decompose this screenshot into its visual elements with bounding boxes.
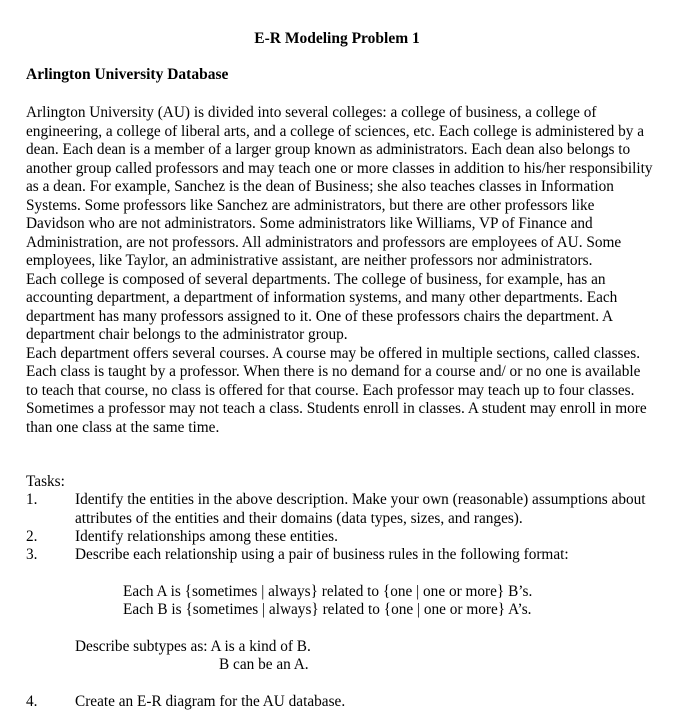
task-item [26,546,656,565]
business-rule-a: Each A is {sometimes | always} related to {one | one or more} B’s. [123,583,533,600]
page-title: E-R Modeling Problem 1 [254,30,420,47]
task-text: Describe each relationship using a pair of business rules in the following format: [75,546,569,563]
subtype-line-2: B can be an A. [219,656,309,673]
tasks-label: Tasks: [26,473,65,490]
task-number: 4. [26,693,38,710]
section-heading: Arlington University Database [26,66,229,83]
paragraph-colleges: Arlington University (AU) is divided into several colleges: a college of business, a college of engineering, a college of liberal arts, and a college of sciences, etc. Each college is administered by a dean. Each dean is a member of a larger group known as administrators. Each dean also belongs to another group called professors and may teach one or more classes in addition to his/her responsibility as a dean. For example, Sanchez is the dean of Business; she also teaches classes in Information Systems. Some professors like Sanchez are administrators, but there are other professors like Davidson who are not administrators. Some administrators like Williams, VP of Finance and Administration, are not professors. All administrators and professors are employees of AU. Some employees, like Taylor, an administrative assistant, are neither professors nor administrators. [26,104,653,269]
task-item [26,491,656,528]
task-item [26,693,656,712]
description-body [26,104,656,437]
task-number: 3. [26,546,38,563]
paragraph-courses: Each department offers several courses. A course may be offered in multiple sections, called classes. Each class is taught by a professor. When there is no demand for a course and/ or no one is available to teach that course, no class is offered for that course. Each professor may teach up to four classes. Sometimes a professor may not teach a class. Students enroll in classes. A student may enroll in more than one class at the same time. [26,344,647,436]
task-item [26,528,656,547]
task-number: 2. [26,528,38,545]
paragraph-departments: Each college is composed of several departments. The college of business, for example, has an accounting department, a department of information systems, and many other departments. Each department has many professors assigned to it. One of these professors chairs the department. A department chair belongs to the administrator group. [26,270,618,343]
task-text: Identify relationships among these entities. [75,528,338,545]
subtype-line-1: Describe subtypes as: A is a kind of B. [75,638,311,655]
business-rule-b: Each B is {sometimes | always} related to {one | one or more} A’s. [123,601,532,618]
task-text: Create an E-R diagram for the AU database. [75,693,346,710]
task-number: 1. [26,491,38,508]
task-text: Identify the entities in the above description. Make your own (reasonable) assumptions about attributes of the entities and their domains (data types, sizes, and ranges). [75,491,646,527]
